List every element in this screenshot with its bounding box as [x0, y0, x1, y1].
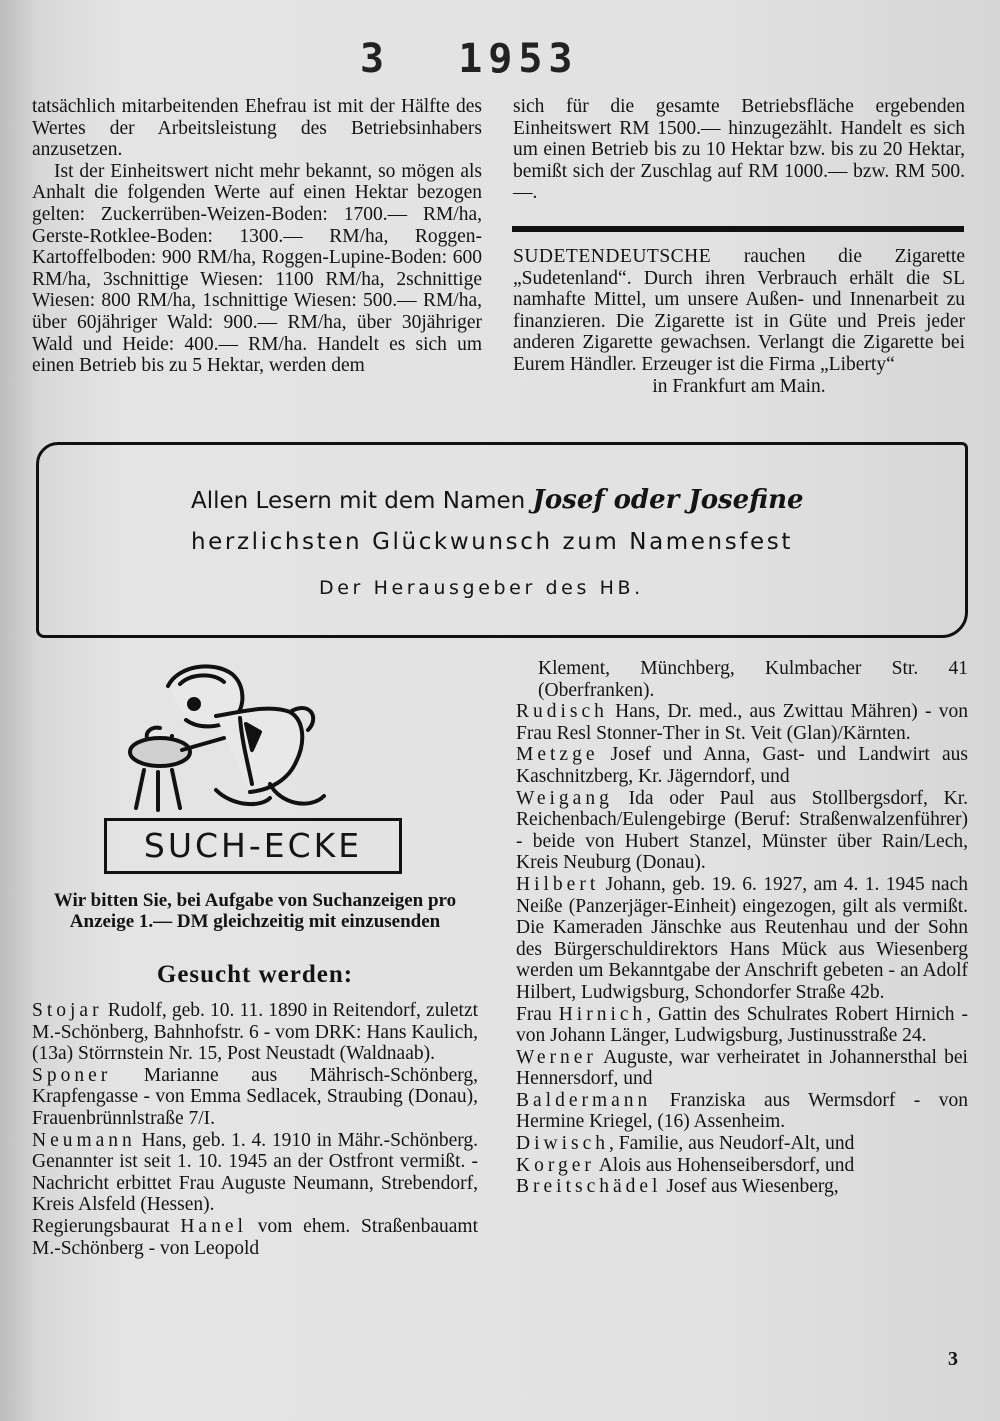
entry-text: , Gattin des Schulrates Robert Hirnich - von Johann Länger, Ludwigsburg, Justinusstraße 24.: [516, 1003, 968, 1047]
search-entry: [516, 1004, 968, 1047]
entry-text: Rudolf, geb. 10. 11. 1890 in Reitendorf, zuletzt M.-Schönberg, Bahnhofstr. 6 - vom DRK: Hans Kaulich, (13a) Störrnstein Nr. 15, Post Neustadt (Waldnaab).: [32, 1000, 479, 1065]
greeting-box: [36, 442, 968, 638]
entry-name: Hirnich: [558, 1003, 647, 1025]
entry-name: Weigang: [516, 787, 613, 809]
greeting-names: Josef oder Josefine: [532, 485, 804, 515]
entry-text: Franziska aus Wermsdorf - von Hermine Kriegel, (16) Assenheim.: [516, 1089, 968, 1133]
issue-marking: [360, 36, 579, 82]
greeting-line-2: herzlichsten Glückwunsch zum Namensfest: [191, 529, 793, 555]
entry-text: Marianne aus Mährisch-Schönberg, Krapfengasse - von Emma Sedlacek, Straubing (Donau), Frauenbrünnlstraße 7/I.: [32, 1064, 478, 1129]
search-entry: [516, 1176, 968, 1198]
entry-text: Josef und Anna, Gast- und Landwirt aus Kaschnitzberg, Kr. Jägerndorf, und: [516, 744, 968, 787]
issue-year: 1953: [458, 36, 579, 82]
search-entry: [516, 701, 968, 744]
entry-text: Alois aus Hohenseibersdorf, und: [598, 1154, 855, 1176]
entry-text: Johann, geb. 19. 6. 1927, am 4. 1. 1945 nach Neiße (Panzerjäger-Einheit) eingezogen, gilt als vermißt. Die Kameraden Jänschke aus Reutenhau und der Sohn des Bürgerschuldirektors Hans Mück aus Wiesenberg werden um Bekanntgabe der Anschrift gebeten - an Adolf Hilbert, Ludwigsburg, Schondorfer Straße 42b.: [516, 873, 968, 1003]
issue-number: 3: [360, 36, 391, 82]
entry-name: Baldermann: [516, 1089, 652, 1111]
entry-text: Ida oder Paul aus Stollbergsdorf, Kr. Reichenbach/Eulengebirge (Beruf: Straßenwalzenführer) - beide von Hubert Stanzel, Münster über Rain/Lech, Kreis Neuburg (Donau).: [516, 787, 968, 874]
top-left-column: [32, 96, 482, 377]
notice-text: rauchen die Zigarette „Sudetenland“. Durch ihren Verbrauch erhält die SL namhafte Mittel, um unsere Außen- und Innenarbeit zu finanzieren. Die Zigarette ist in Güte und Preis jeder anderen Zigarette gewachsen. Verlangt die Zigarette bei Eurem Händler. Erzeuger ist die Firma „Liberty“: [513, 246, 965, 375]
article-paragraph: tatsächlich mitarbeitenden Ehefrau ist mit der Hälfte des Wertes der Arbeitsleistung des Betriebsinhabers anzusetzen.: [32, 96, 482, 161]
entry-name: Hanel: [180, 1215, 247, 1237]
entry-prefix: Frau: [516, 1003, 552, 1025]
entry-text: vom ehem. Straßenbauamt M.-Schönberg - von Leopold: [32, 1215, 479, 1259]
greeting-signature: Der Herausgeber des HB.: [319, 577, 644, 599]
top-right-column: [513, 96, 965, 204]
notice-lead: SUDETENDEUTSCHE: [513, 246, 712, 267]
search-entry: [32, 1065, 478, 1130]
entry-name: Sponer: [32, 1064, 112, 1086]
search-entry: [516, 1133, 968, 1155]
entry-name: Metzge: [516, 744, 599, 766]
search-entry: [516, 1155, 968, 1177]
greeting-line-1: [191, 485, 804, 515]
entry-text: Klement, Münchberg, Kulmbacher Str. 41 (Oberfranken).: [538, 658, 968, 701]
search-entry: [32, 1130, 478, 1216]
greeting-prefix: Allen Lesern mit dem Namen: [191, 488, 526, 514]
search-entry: [32, 1216, 478, 1259]
search-entry: [516, 1047, 968, 1090]
page-number: 3: [948, 1348, 958, 1370]
search-entry: [516, 658, 968, 701]
entry-text: Josef aus Wiesenberg,: [666, 1176, 839, 1198]
article-paragraph: sich für die gesamte Betriebsfläche ergebenden Einheitswert RM 1500.— hinzugezählt. Handelt es sich um einen Betrieb bis zu 10 Hektar bzw. bis zu 20 Hektar, bemißt sich der Zuschlag auf RM 1000.— bzw. RM 500.—.: [513, 96, 965, 204]
entry-name: Breitschädel: [516, 1176, 662, 1198]
sudetenland-notice: [513, 246, 965, 397]
entry-name: Rudisch: [516, 701, 608, 723]
entry-text: Hans, Dr. med., aus Zwittau Mähren) - von Frau Resl Stonner-Ther in St. Veit (Glan)/Kärnten.: [516, 701, 968, 744]
entry-text: Hans, geb. 1. 4. 1910 in Mähr.-Schönberg. Genannter ist seit 1. 10. 1945 an der Ostfront vermißt. - Nachricht erbittet Frau Auguste Neumann, Strebendorf, Kreis Alsfeld (Hessen).: [32, 1129, 478, 1216]
searching-man-illustration: [120, 658, 390, 818]
search-intro: Wir bitten Sie, bei Aufgabe von Suchanzeigen pro Anzeige 1.— DM gleichzeitig mit einzusenden: [53, 890, 457, 932]
search-entry: [32, 1000, 478, 1065]
entry-text: , Familie, aus Neudorf-Alt, und: [609, 1133, 855, 1155]
entries-left: [32, 1000, 478, 1259]
search-entry: [516, 874, 968, 1004]
entry-name: Stojar: [32, 1000, 103, 1021]
entry-name: Diwisch: [516, 1133, 609, 1155]
entry-name: Neumann: [32, 1129, 136, 1151]
entries-right: [516, 658, 968, 1198]
notice-last-line: in Frankfurt am Main.: [652, 375, 826, 397]
entry-text: Auguste, war verheiratet in Johannersthal bei Hennersdorf, und: [516, 1046, 968, 1090]
entry-name: Werner: [516, 1046, 597, 1068]
search-entry: [516, 744, 968, 787]
search-entry: [516, 1090, 968, 1133]
entry-prefix: Regierungsbaurat: [32, 1215, 170, 1237]
entry-name: Hilbert: [516, 873, 600, 895]
such-ecke-label: SUCH-ECKE: [104, 818, 402, 874]
search-entry: [516, 788, 968, 874]
section-heading: Gesucht werden:: [156, 961, 354, 988]
article-paragraph: Ist der Einheitswert nicht mehr bekannt, so mögen als Anhalt die folgenden Werte auf einen Hektar bezogen gelten: Zuckerrüben-Weizen-Boden: 1700.— RM/ha, Gerste-Rotklee-Boden: 1300.— RM/ha, Roggen-Kartoffelboden: 900 RM/ha, Roggen-Lupine-Boden: 600 RM/ha, 3schnittige Wiesen: 1100 RM/ha, 2schnittige Wiesen: 800 RM/ha, 1schnittige Wiesen: 500.— RM/ha, über 60jähriger Wald: 900.— RM/ha, über 30jähriger Wald und Heide: 400.— RM/ha. Handelt es sich um einen Betrieb bis zu 5 Hektar, werden dem: [32, 160, 482, 377]
section-divider: [512, 226, 964, 232]
entry-name: Korger: [516, 1154, 595, 1176]
